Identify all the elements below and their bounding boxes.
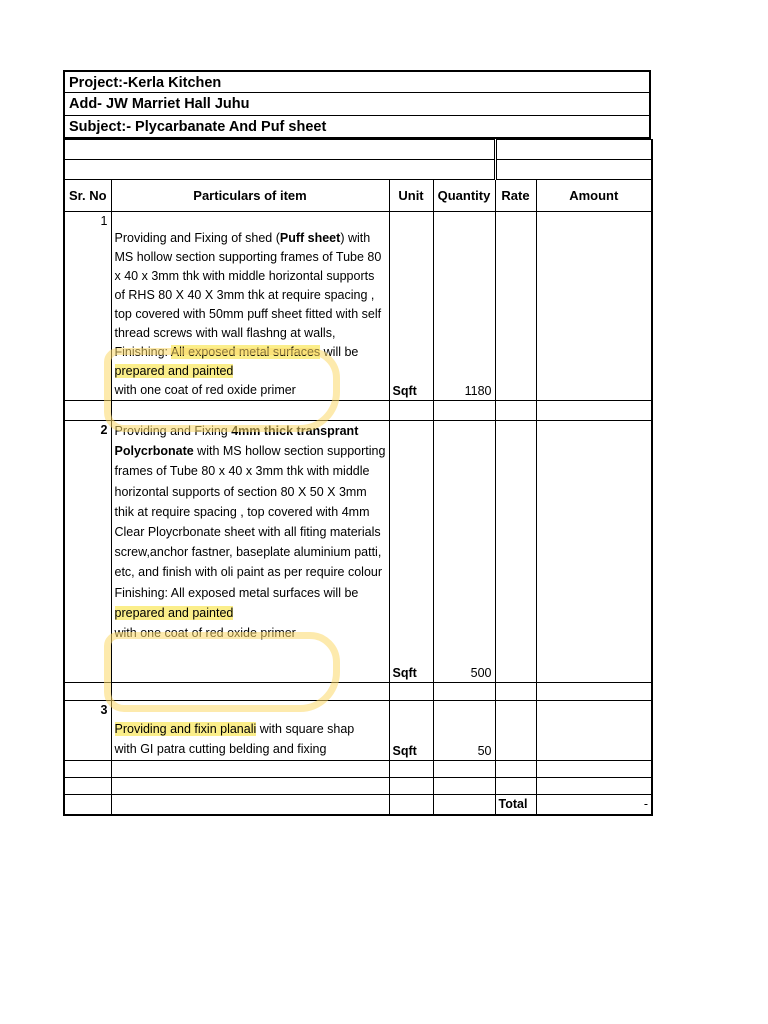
item-quantity: 1180: [433, 212, 495, 401]
item-description: Providing and fixin planali with square shap with GI patra cutting belding and fixing: [111, 701, 389, 761]
highlight: prepared and painted: [114, 364, 234, 378]
blank-row: [64, 761, 652, 778]
item-sr: 1: [64, 212, 111, 401]
total-label: Total: [495, 795, 536, 815]
table-row: [64, 421, 652, 683]
table-row: [64, 701, 652, 761]
col-sr-no: Sr. No: [64, 180, 111, 212]
item-sr: 2: [64, 421, 111, 683]
subject-line: Subject:- Plycarbanate And Puf sheet: [63, 116, 651, 139]
highlight: prepared and painted: [114, 605, 234, 620]
items-table: [63, 139, 653, 816]
item-quantity: 50: [433, 701, 495, 761]
quotation-sheet: [63, 70, 651, 816]
blank-row: [64, 140, 652, 160]
item-rate: [495, 421, 536, 683]
col-particulars: Particulars of item: [111, 180, 389, 212]
total-row: [64, 795, 652, 815]
blank-row: [64, 160, 652, 180]
table-row: [64, 212, 652, 401]
item-description: Providing and Fixing 4mm thick transprant Polycrbonate with MS hollow section supporting frames of Tube 80 x 40 x 3mm thk with middle horizontal supports of section 80 X 50 X 3mm thik at require spacing , top covered with 4mm Clear Ploycrbonate sheet with all fiting materials screw,anchor fastner, baseplate aluminium patti, etc, and finish with oli paint as per require colour Finishing: All exposed metal surfaces will be prepared and painted with one coat of red oxide primer: [111, 421, 389, 683]
col-unit: Unit: [389, 180, 433, 212]
col-amount: Amount: [536, 180, 652, 212]
column-header-row: [64, 180, 652, 212]
project-title: Project:-Kerla Kitchen: [63, 70, 651, 93]
col-quantity: Quantity: [433, 180, 495, 212]
item-rate: [495, 212, 536, 401]
item-unit: Sqft: [389, 212, 433, 401]
address-line: Add- JW Marriet Hall Juhu: [63, 93, 651, 116]
total-value: -: [536, 795, 652, 815]
blank-row: [64, 401, 652, 421]
blank-row: [64, 778, 652, 795]
item-sr: 3: [64, 701, 111, 761]
item-amount: [536, 212, 652, 401]
blank-row: [64, 683, 652, 701]
item-quantity: 500: [433, 421, 495, 683]
highlight: All exposed metal surfaces: [170, 345, 321, 359]
item-amount: [536, 701, 652, 761]
item-unit: Sqft: [389, 421, 433, 683]
highlight: Providing and fixin planali: [114, 722, 257, 736]
item-rate: [495, 701, 536, 761]
col-rate: Rate: [495, 180, 536, 212]
item-description: Providing and Fixing of shed (Puff sheet) with MS hollow section supporting frames of Tube 80 x 40 x 3mm thk with middle horizontal supports of RHS 80 X 40 X 3mm thk at require spacing , top covered with 50mm puff sheet fitted with self thread screws with wall flashng at walls, Finishing: All exposed metal surfaces will be prepared and painted with one coat of red oxide primer: [111, 212, 389, 401]
item-amount: [536, 421, 652, 683]
item-unit: Sqft: [389, 701, 433, 761]
